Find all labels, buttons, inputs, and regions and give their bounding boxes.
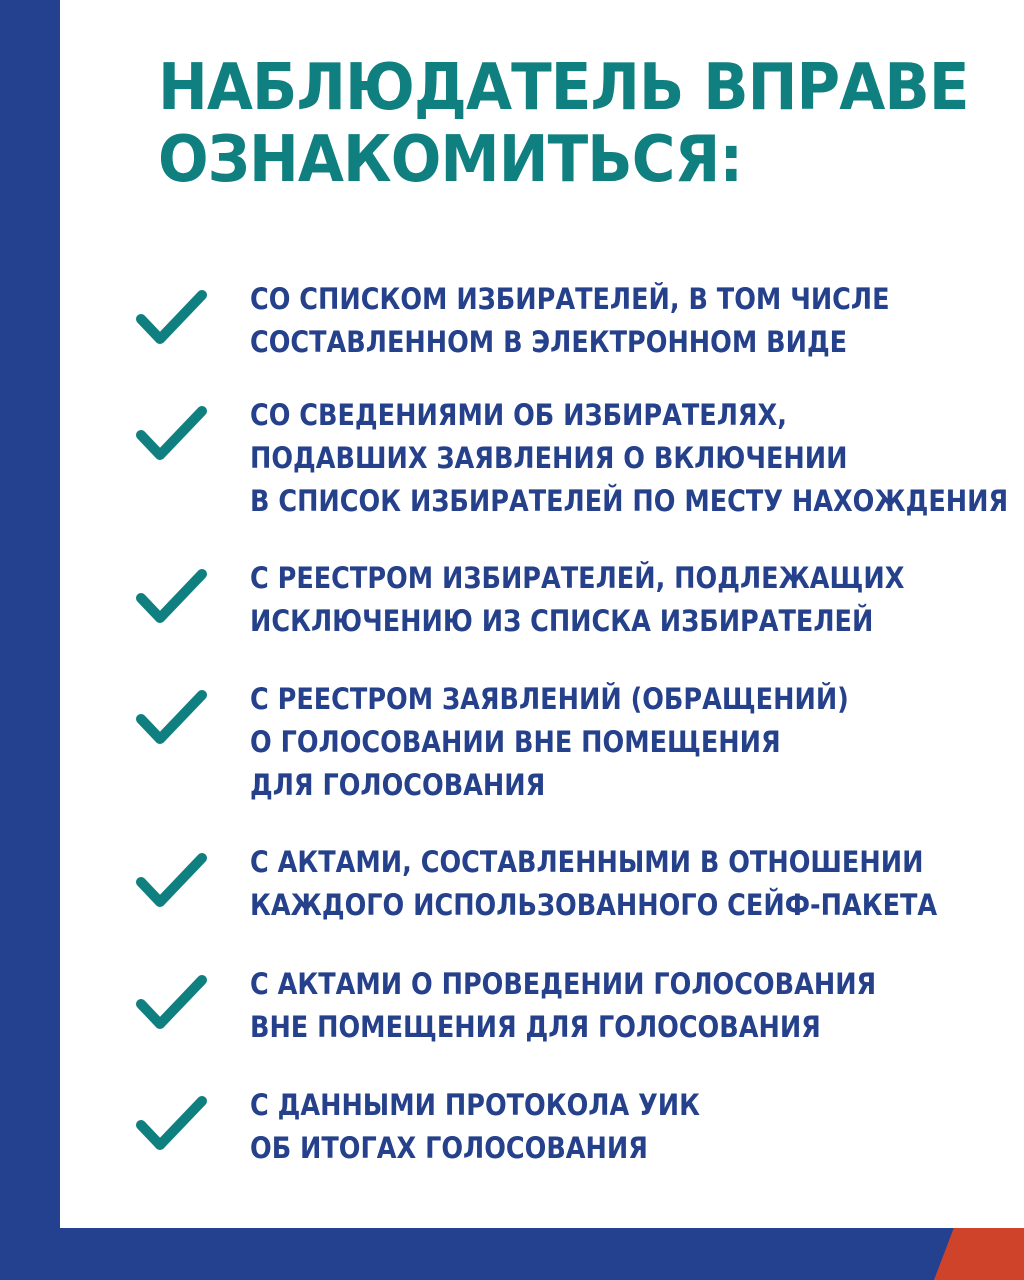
list-item-text xyxy=(250,394,1009,523)
list-item-line: С РЕЕСТРОМ ЗАЯВЛЕНИЙ (ОБРАЩЕНИЙ) xyxy=(250,682,849,716)
list-item-line: С АКТАМИ, СОСТАВЛЕННЫМИ В ОТНОШЕНИИ xyxy=(250,845,924,879)
list-item-line: СО СПИСКОМ ИЗБИРАТЕЛЕЙ, В ТОМ ЧИСЛЕ xyxy=(250,282,890,316)
list-item-line: ОБ ИТОГАХ ГОЛОСОВАНИЯ xyxy=(250,1131,648,1165)
list-item-line: СО СВЕДЕНИЯМИ ОБ ИЗБИРАТЕЛЯХ, xyxy=(250,398,787,432)
list-item-line: ПОДАВШИХ ЗАЯВЛЕНИЯ О ВКЛЮЧЕНИИ xyxy=(250,441,848,475)
list-item-line: С АКТАМИ О ПРОВЕДЕНИИ ГОЛОСОВАНИЯ xyxy=(250,967,877,1001)
list-item-text xyxy=(250,1084,897,1170)
list-item-line: С ДАННЫМИ ПРОТОКОЛА УИК xyxy=(250,1088,701,1122)
list-item-line: СОСТАВЛЕННОМ В ЭЛЕКТРОННОМ ВИДЕ xyxy=(250,325,848,359)
list-item-line: КАЖДОГО ИСПОЛЬЗОВАННОГО СЕЙФ-ПАКЕТА xyxy=(250,888,938,922)
red-corner-accent xyxy=(934,1228,1024,1280)
list-item-line: С РЕЕСТРОМ ИЗБИРАТЕЛЕЙ, ПОДЛЕЖАЩИХ xyxy=(250,561,905,595)
check-icon xyxy=(136,567,208,629)
check-icon xyxy=(136,288,208,350)
left-blue-frame xyxy=(0,0,60,1280)
list-item-text xyxy=(250,963,897,1049)
page-title xyxy=(158,51,969,197)
list-item-text xyxy=(250,278,897,364)
list-item-text xyxy=(250,678,897,807)
list-item-line: ДЛЯ ГОЛОСОВАНИЯ xyxy=(250,768,546,802)
list-item-line: ИСКЛЮЧЕНИЮ ИЗ СПИСКА ИЗБИРАТЕЛЕЙ xyxy=(250,604,874,638)
list-item-line: О ГОЛОСОВАНИИ ВНЕ ПОМЕЩЕНИЯ xyxy=(250,725,781,759)
list-item-line: В СПИСОК ИЗБИРАТЕЛЕЙ ПО МЕСТУ НАХОЖДЕНИЯ xyxy=(250,484,1009,518)
check-icon xyxy=(136,851,208,913)
list-item-text xyxy=(250,841,938,927)
title-line-1: НАБЛЮДАТЕЛЬ ВПРАВЕ xyxy=(158,51,969,125)
title-line-2: ОЗНАКОМИТЬСЯ: xyxy=(158,123,743,197)
check-icon xyxy=(136,1094,208,1156)
check-icon xyxy=(136,973,208,1035)
list-item-text xyxy=(250,557,905,643)
list-item-line: ВНЕ ПОМЕЩЕНИЯ ДЛЯ ГОЛОСОВАНИЯ xyxy=(250,1010,821,1044)
check-icon xyxy=(136,688,208,750)
bottom-blue-frame xyxy=(0,1228,1024,1280)
info-panel xyxy=(60,0,1024,1228)
check-icon xyxy=(136,404,208,466)
